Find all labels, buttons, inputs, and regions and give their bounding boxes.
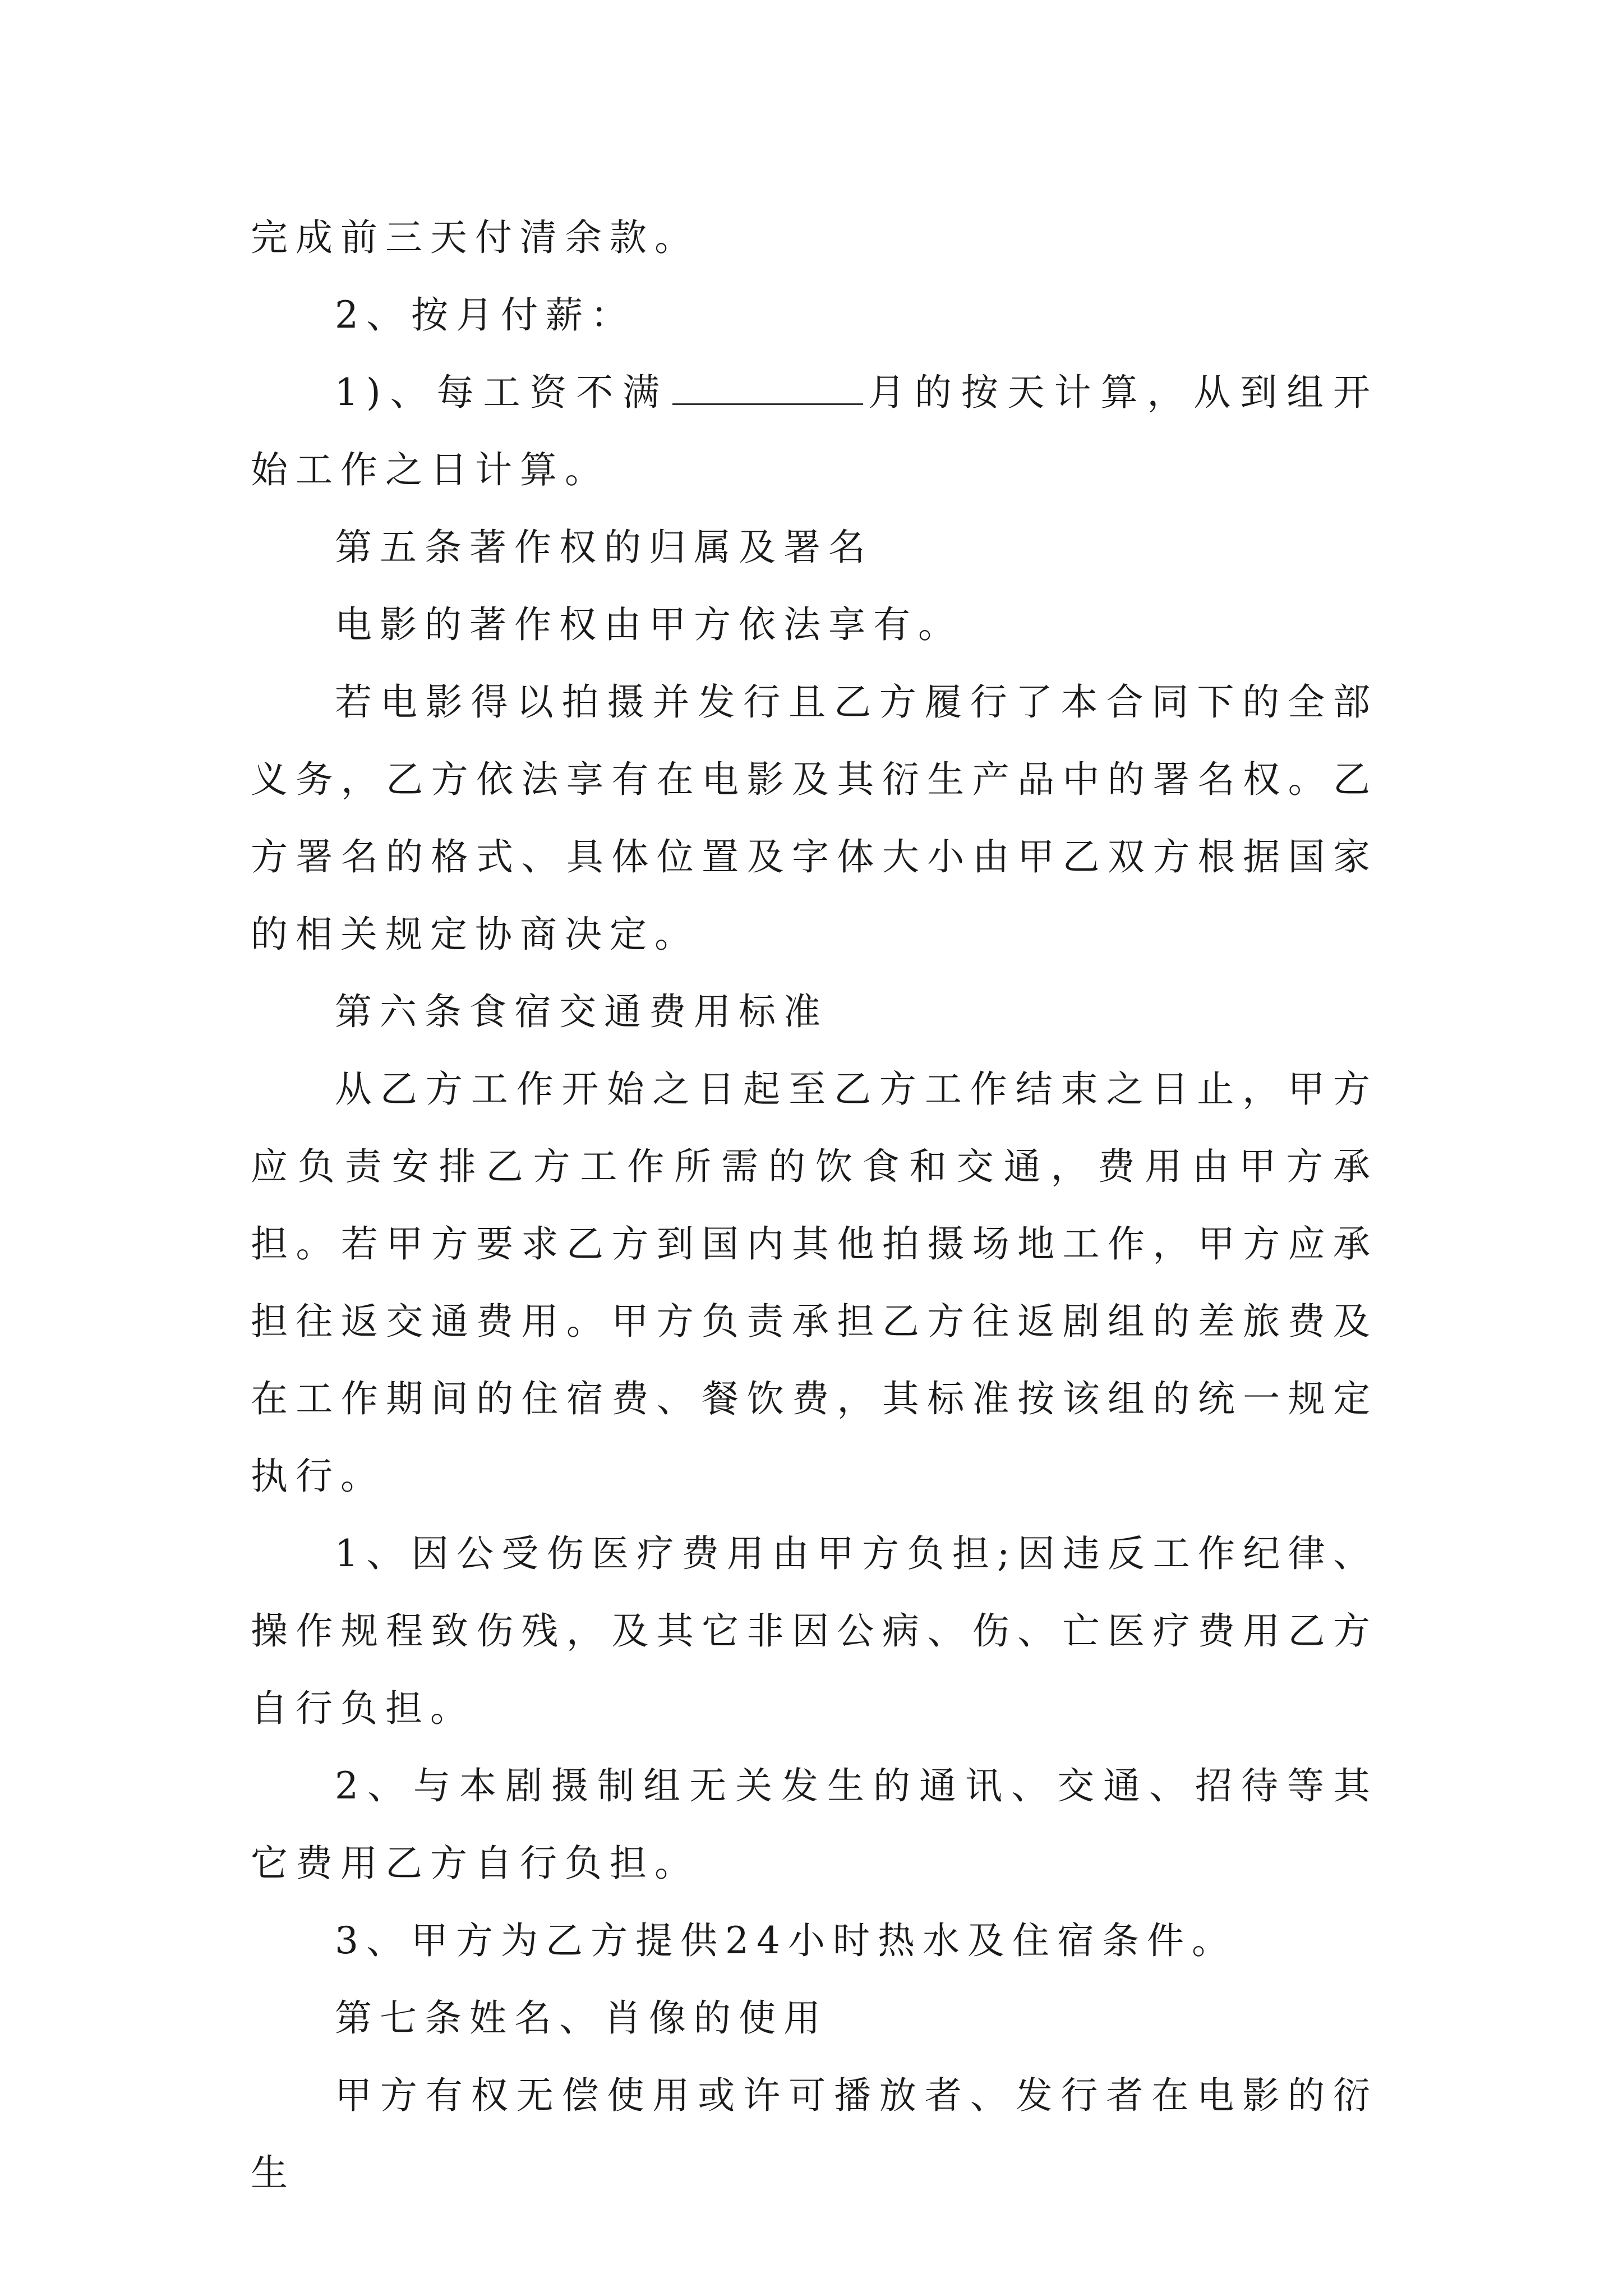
paragraph-monthly-pay-heading: 2、按月付薪：: [335, 293, 635, 337]
article-seven-heading: 第七条姓名、肖像的使用: [335, 1996, 828, 2040]
paragraph-name-portrait-use: 甲方有权无偿使用或许可播放者、发行者在电影的衍生: [251, 2074, 1378, 2194]
paragraph-other-costs: 2、与本剧摄制组无关发生的通讯、交通、招待等其它费用乙方自行负担。: [251, 1764, 1378, 1885]
paragraph-daily-calculation-start: 1)、每工资不满: [335, 371, 670, 414]
paragraph-attribution-rights: 若电影得以拍摄并发行且乙方履行了本合同下的全部义务，乙方依法享有在电影及其衍生产品中的署名权。乙方署名的格式、具体位置及字体大小由甲乙双方根据国家的相关规定协商决定。: [251, 680, 1378, 956]
document-body: [251, 199, 1378, 2212]
paragraph-payment-balance: 完成前三天付清余款。: [251, 216, 699, 259]
paragraph-medical-costs: 1、因公受伤医疗费用由甲方负担;因违反工作纪律、操作规程致伤残，及其它非因公病、伤、亡医疗费用乙方自行负担。: [251, 1532, 1378, 1730]
paragraph-hot-water-lodging: 3、甲方为乙方提供24小时热水及住宿条件。: [335, 1919, 1237, 1962]
article-five-heading: 第五条著作权的归属及署名: [335, 526, 873, 569]
fill-in-blank: [672, 370, 863, 405]
paragraph-copyright-owner: 电影的著作权由甲方依法享有。: [335, 603, 963, 646]
article-six-heading: 第六条食宿交通费用标准: [335, 990, 828, 1033]
paragraph-daily-calculation-end: 月的按天计算，从到组开始工作之日计算。: [251, 371, 1378, 491]
paragraph-daily-calculation: [251, 354, 1378, 509]
paragraph-food-transport: 从乙方工作开始之日起至乙方工作结束之日止，甲方应负责安排乙方工作所需的饮食和交通，费用由甲方承担。若甲方要求乙方到国内其他拍摄场地工作，甲方应承担往返交通费用。甲方负责承担乙方往返剧组的差旅费及在工作期间的住宿费、餐饮费，其标准按该组的统一规定执行。: [251, 1068, 1378, 1498]
